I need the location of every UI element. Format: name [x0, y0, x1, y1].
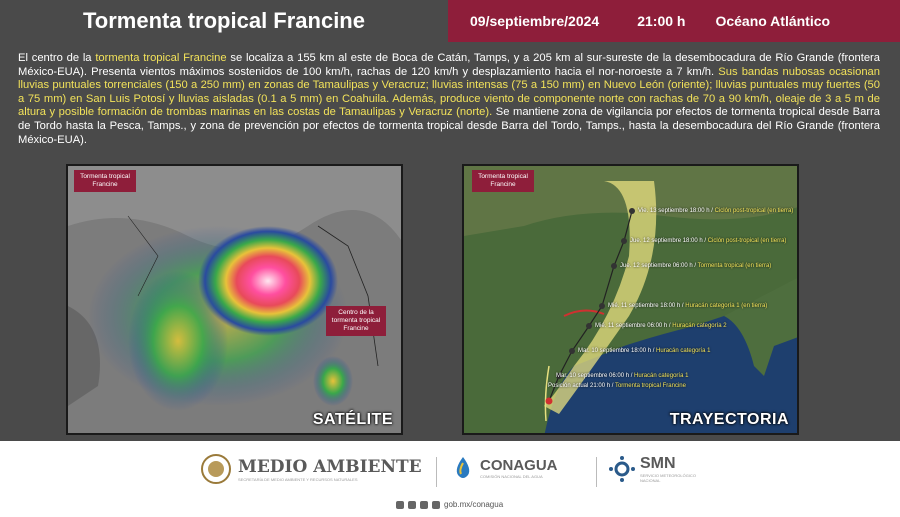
- facebook-icon[interactable]: [396, 501, 404, 509]
- track-point-time: Mié. 11 septiembre 06:00 h /: [595, 323, 673, 329]
- trajectory-label: TRAYECTORIA: [669, 411, 789, 428]
- satellite-label: SATÉLITE: [312, 411, 393, 428]
- logo-conagua-text: CONAGUA: [480, 457, 558, 474]
- track-point: [608, 303, 767, 309]
- logo-smn-sub: SERVICIO METEOROLÓGICO NACIONAL: [640, 473, 696, 483]
- track-point-category: Huracán categoría 2: [672, 323, 727, 329]
- bulletin-text: [18, 52, 880, 147]
- satellite-image: [68, 166, 403, 435]
- logo-smn: [608, 455, 700, 483]
- track-point-time: Jue. 12 septiembre 06:00 h /: [620, 263, 698, 269]
- logo-medio-ambiente-sub: SECRETARÍA DE MEDIO AMBIENTE Y RECURSOS NATURALES: [238, 476, 358, 482]
- eagle-seal-icon: [200, 453, 232, 485]
- youtube-icon[interactable]: [432, 501, 440, 509]
- weather-wheel-icon: [608, 455, 636, 483]
- track-point-category: Huracán categoría 1 (en tierra): [685, 303, 768, 309]
- track-point-time: Posición actual 21:00 h /: [548, 383, 615, 389]
- track-point-category: Huracán categoría 1: [634, 373, 689, 379]
- header: [0, 0, 900, 42]
- title-box: [0, 0, 448, 42]
- storm-center-tag: Centro de la tormenta tropical Francine: [326, 306, 386, 336]
- track-point-time: Mar. 10 septiembre 18:00 h /: [578, 348, 657, 354]
- logo-medio-ambiente: [200, 453, 422, 485]
- trajectory-map: [464, 166, 799, 435]
- track-point-category: Huracán categoría 1: [656, 348, 711, 354]
- track-point: [548, 383, 686, 389]
- instagram-icon[interactable]: [420, 501, 428, 509]
- bulletin-location: Océano Atlántico: [715, 13, 831, 29]
- track-point-time: Mié. 11 septiembre 18:00 h /: [608, 303, 686, 309]
- track-point: [638, 208, 793, 214]
- social-links: [396, 500, 503, 509]
- bulletin-storm-name: tormenta tropical Francine: [95, 52, 227, 64]
- trajectory-panel: [462, 164, 799, 435]
- satellite-tag: Tormenta tropical Francine: [74, 170, 136, 192]
- bulletin-date: 09/septiembre/2024: [470, 13, 600, 29]
- track-point: [630, 238, 786, 244]
- water-drop-icon: [450, 455, 476, 481]
- trajectory-tag: Tormenta tropical Francine: [472, 170, 534, 192]
- track-point-category: Ciclón post-tropical (en tierra): [707, 238, 787, 244]
- track-point-category: Tormenta tropical (en tierra): [697, 263, 772, 269]
- satellite-panel: [66, 164, 403, 435]
- bulletin-text-3: se localiza a 155 km al este de Boca de Catán, Tamps, y a 205 km al sur-sureste de la desembocadura de Río Grande (frontera México-EUA). Presenta vientos máximos sostenidos de 100 km/h, rachas de 120 km/h y desplazamiento hacia el nor-noroeste a 7 km/h.: [18, 52, 880, 78]
- track-point-time: Vie. 13 septiembre 18:00 h /: [638, 208, 715, 214]
- track-point: [595, 323, 727, 329]
- track-point-category: Tormenta tropical Francine: [614, 383, 686, 389]
- separator: [596, 457, 597, 487]
- logo-medio-ambiente-text: MEDIO AMBIENTE: [238, 456, 422, 477]
- website-link[interactable]: gob.mx/conagua: [444, 500, 504, 509]
- track-point: [556, 373, 688, 379]
- meta-box: [448, 0, 900, 42]
- bulletin-time: 21:00 h: [637, 13, 686, 29]
- track-point: [620, 263, 771, 269]
- track-point-category: Ciclón post-tropical (en tierra): [714, 208, 794, 214]
- x-icon[interactable]: [408, 501, 416, 509]
- logo-conagua-sub: COMISIÓN NACIONAL DEL AGUA: [480, 474, 543, 479]
- logo-conagua: [450, 455, 558, 481]
- track-point-time: Mar. 10 septiembre 06:00 h /: [556, 373, 635, 379]
- track-point-time: Jue. 12 septiembre 18:00 h /: [630, 238, 708, 244]
- page-title: Tormenta tropical Francine: [83, 8, 365, 33]
- track-point: [578, 348, 710, 354]
- separator: [436, 457, 437, 487]
- bulletin-text-1: El centro de la: [18, 52, 96, 64]
- logo-smn-text: SMN: [640, 455, 676, 472]
- bulletin-rain-text: Sus bandas nubosas ocasionan lluvias puntuales torrenciales (150 a 250 mm) en zonas de Tamaulipas y Veracruz; lluvias intensas (75 a 150 mm) en Nuevo León (oriente); lluvias puntuales muy fuertes (50 a 75 mm) en San Luis Potosí y lluvias aisladas (0.1 a 5 mm) en Coahuila. Además, produce viento de componente norte con rachas de 70 a 90 km/h, oleaje de 3 a 5 m de altura y posible formación de trombas marinas en las costas de Tamaulipas y Veracruz (norte).: [18, 65, 880, 119]
- bulletin-text-5: Se mantiene zona de vigilancia por efectos de tormenta tropical desde Barra de Tordo hasta la Pesca, Tamps., y zona de prevención por efectos de tormenta tropical desde Barra del Tordo, Tamps., hasta la desembocadura del Río Grande (frontera México-EUA).: [18, 106, 880, 146]
